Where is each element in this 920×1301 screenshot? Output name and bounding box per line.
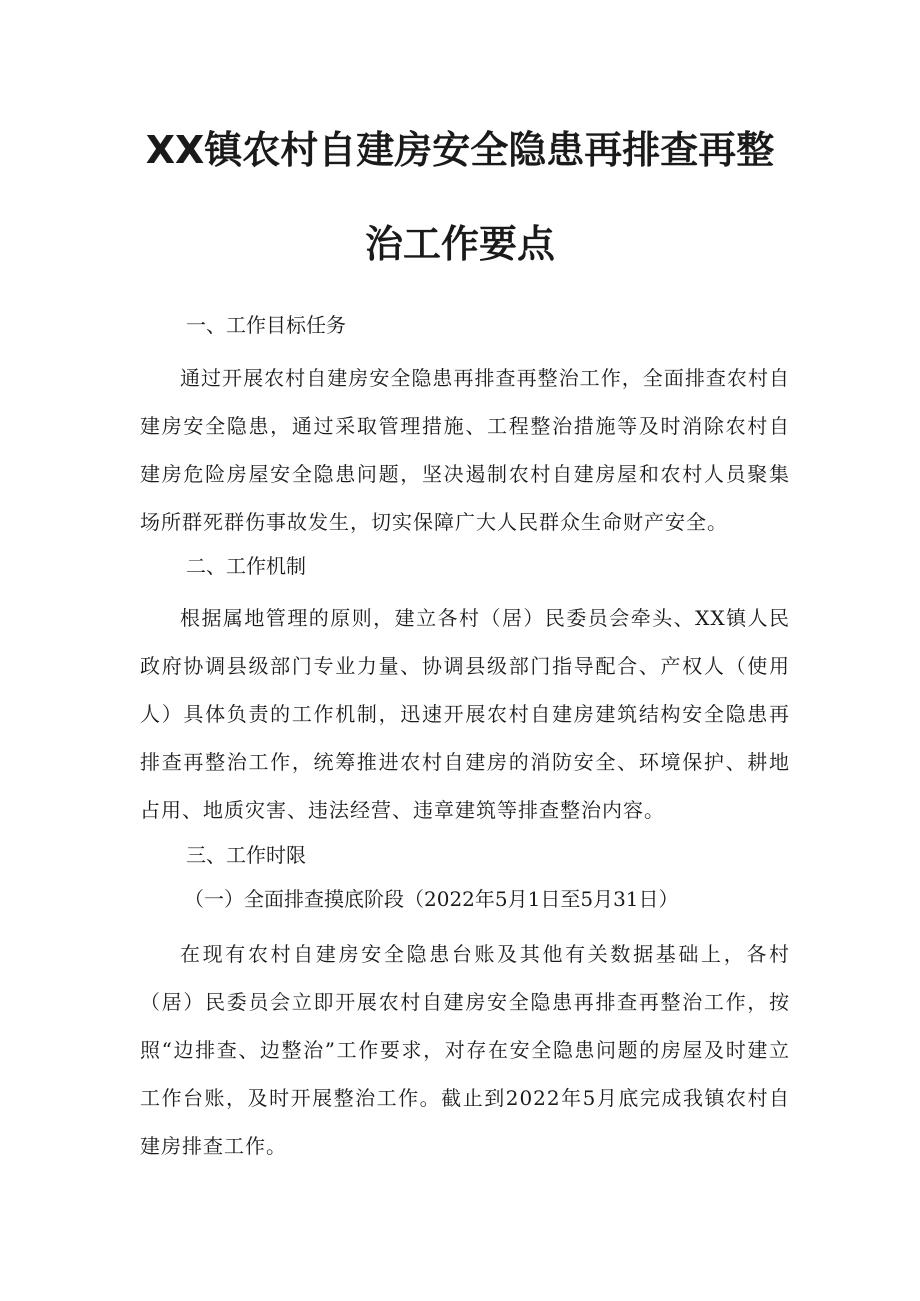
section-body-timeline xyxy=(140,930,790,1170)
document-title-line-1: XX镇农村自建房安全隐患再排查再整 xyxy=(145,128,775,172)
subheading-survey-stage: （一）全面排查摸底阶段（2022年5月1日至5月31日） xyxy=(184,887,679,911)
section-body-goals xyxy=(140,354,790,546)
section-heading-goals: 一、工作目标任务 xyxy=(186,313,346,337)
section-heading-mechanism: 二、工作机制 xyxy=(186,554,306,578)
paragraph-survey-stage: 在现有农村自建房安全隐患台账及其他有关数据基础上，各村（居）民委员会立即开展农村自建房安全隐患再排查再整治工作，按照“边排查、边整治”工作要求，对存在安全隐患问题的房屋及时建立工作台账，及时开展整治工作。截止到2022年5月底完成我镇农村自建房排查工作。 xyxy=(140,942,790,1158)
document-title-line-2: 治工作要点 xyxy=(364,222,555,266)
section-body-mechanism xyxy=(140,594,790,834)
section-heading-timeline: 三、工作时限 xyxy=(186,843,306,867)
paragraph-goals: 通过开展农村自建房安全隐患再排查再整治工作，全面排查农村自建房安全隐患，通过采取管理措施、工程整治措施等及时消除农村自建房危险房屋安全隐患问题，坚决遏制农村自建房屋和农村人员聚集场所群死群伤事故发生，切实保障广大人民群众生命财产安全。 xyxy=(140,366,790,534)
paragraph-mechanism: 根据属地管理的原则，建立各村（居）民委员会牵头、XX镇人民政府协调县级部门专业力量、协调县级部门指导配合、产权人（使用人）具体负责的工作机制，迅速开展农村自建房建筑结构安全隐患再排查再整治工作，统筹推进农村自建房的消防安全、环境保护、耕地占用、地质灾害、违法经营、违章建筑等排查整治内容。 xyxy=(140,606,790,822)
